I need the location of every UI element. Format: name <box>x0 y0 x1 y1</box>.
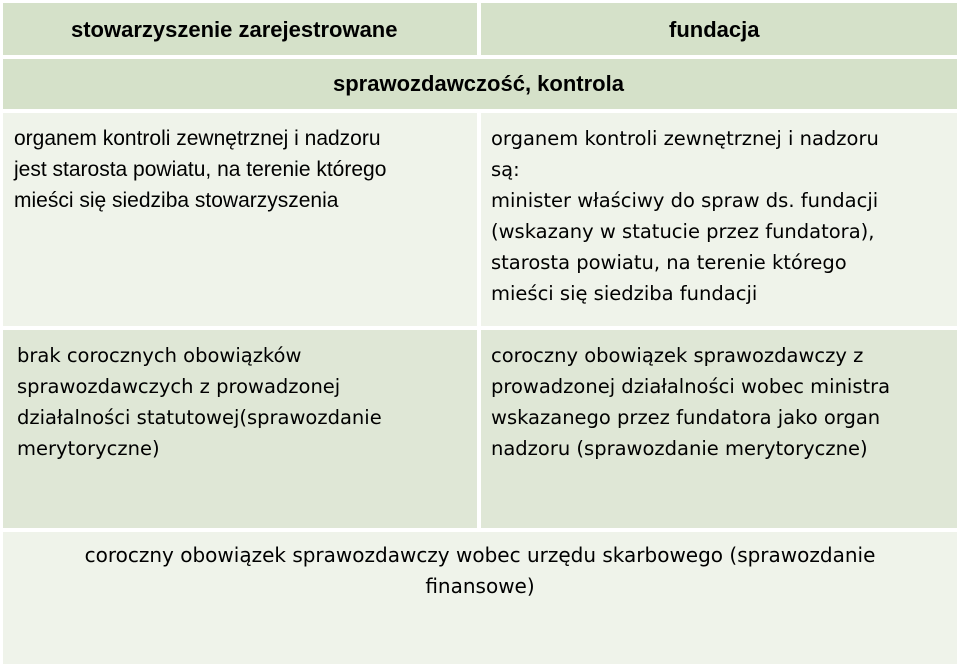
row1-association-text: organem kontroli zewnętrznej i nadzoru jest starosta powiatu, na terenie którego mieści się siedziba stowarzyszenia <box>14 127 387 212</box>
row1-foundation-cell <box>478 110 960 329</box>
row2-foundation-cell <box>478 327 960 531</box>
header-association-title: stowarzyszenie zarejestrowane <box>71 17 398 42</box>
section-header-reporting-control <box>0 56 960 112</box>
row1-association-cell <box>0 110 480 329</box>
footer-text: coroczny obowiązek sprawozdawczy wobec urzędu skarbowego (sprawozdanie finansowe) <box>84 543 876 598</box>
row2-foundation-text: coroczny obowiązek sprawozdawczy z prowadzonej działalności wobec ministra wskazanego przez fundatora jako organ nadzoru (sprawozdanie merytoryczne) <box>491 344 891 460</box>
header-cell-foundation <box>478 0 960 58</box>
row1-foundation-text: organem kontroli zewnętrznej i nadzoru są: minister właściwy do spraw ds. fundacji (wskazany w statucie przez fundatora), starosta powiatu, na terenie którego mieści się siedziba fundacji <box>491 127 879 305</box>
header-cell-association <box>0 0 480 58</box>
header-foundation-title: fundacja <box>669 17 760 42</box>
row2-association-cell <box>0 327 480 531</box>
footer-cell-tax-reporting <box>0 529 960 667</box>
section-title: sprawozdawczość, kontrola <box>333 71 624 96</box>
row2-association-text: brak corocznych obowiązków sprawozdawczych z prowadzonej działalności statutowej(sprawozdanie merytoryczne) <box>17 344 382 460</box>
